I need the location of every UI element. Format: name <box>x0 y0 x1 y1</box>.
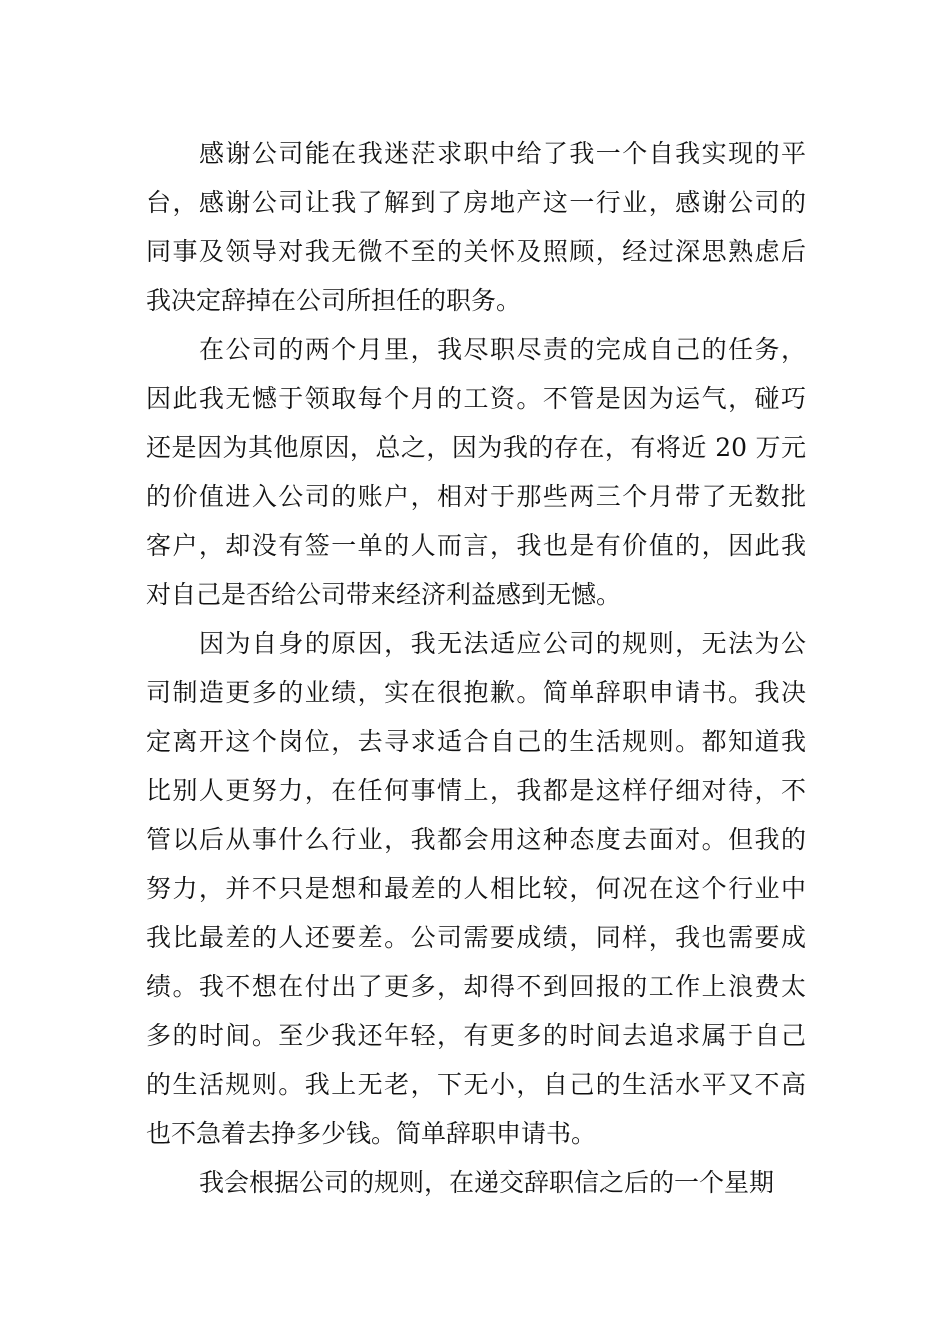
document-body <box>146 129 806 1207</box>
paragraph-1-line-4: 我决定辞掉在公司所担任的职务。 <box>146 286 522 315</box>
paragraph-3-line-4: 比别人更努力，在任何事情上，我都是这样仔细对待，不 <box>146 776 806 805</box>
paragraph-1-line-1: 感谢公司能在我迷茫求职中给了我一个自我实现的平 <box>199 139 806 168</box>
paragraph-3-line-3: 定离开这个岗位，去寻求适合自己的生活规则。都知道我 <box>146 727 806 756</box>
paragraph-3-line-6: 努力，并不只是想和最差的人相比较，何况在这个行业中 <box>146 874 806 903</box>
paragraph-3-line-2: 司制造更多的业绩，实在很抱歉。简单辞职申请书。我决 <box>146 678 806 707</box>
paragraph-1-line-3: 同事及领导对我无微不至的关怀及照顾，经过深思熟虑后 <box>146 237 806 266</box>
paragraph-2-line-1: 在公司的两个月里，我尽职尽责的完成自己的任务， <box>199 335 806 364</box>
paragraph-2-line-4: 的价值进入公司的账户，相对于那些两三个月带了无数批 <box>146 482 806 511</box>
paragraph-2-line-5: 客户，却没有签一单的人而言，我也是有价值的，因此我 <box>146 531 806 560</box>
paragraph-3-line-5: 管以后从事什么行业，我都会用这种态度去面对。但我的 <box>146 825 806 854</box>
paragraph-2-line-2: 因此我无憾于领取每个月的工资。不管是因为运气，碰巧 <box>146 384 806 413</box>
paragraph-2-line-3: 还是因为其他原因，总之，因为我的存在，有将近 20 万元 <box>146 433 806 462</box>
paragraph-3-line-1: 因为自身的原因，我无法适应公司的规则，无法为公 <box>199 629 806 658</box>
paragraph-1-line-2: 台，感谢公司让我了解到了房地产这一行业，感谢公司的 <box>146 188 806 217</box>
paragraph-3-line-7: 我比最差的人还要差。公司需要成绩，同样，我也需要成 <box>146 923 806 952</box>
paragraph-3-line-9: 多的时间。至少我还年轻，有更多的时间去追求属于自己 <box>146 1021 806 1050</box>
paragraph-3-line-8: 绩。我不想在付出了更多，却得不到回报的工作上浪费太 <box>146 972 806 1001</box>
paragraph-3-line-10: 的生活规则。我上无老，下无小，自己的生活水平又不高 <box>146 1070 806 1099</box>
paragraph-4-line-1: 我会根据公司的规则，在递交辞职信之后的一个星期 <box>199 1168 775 1197</box>
paragraph-2-line-6: 对自己是否给公司带来经济利益感到无憾。 <box>146 580 622 609</box>
paragraph-3-line-11: 也不急着去挣多少钱。简单辞职申请书。 <box>146 1119 597 1148</box>
